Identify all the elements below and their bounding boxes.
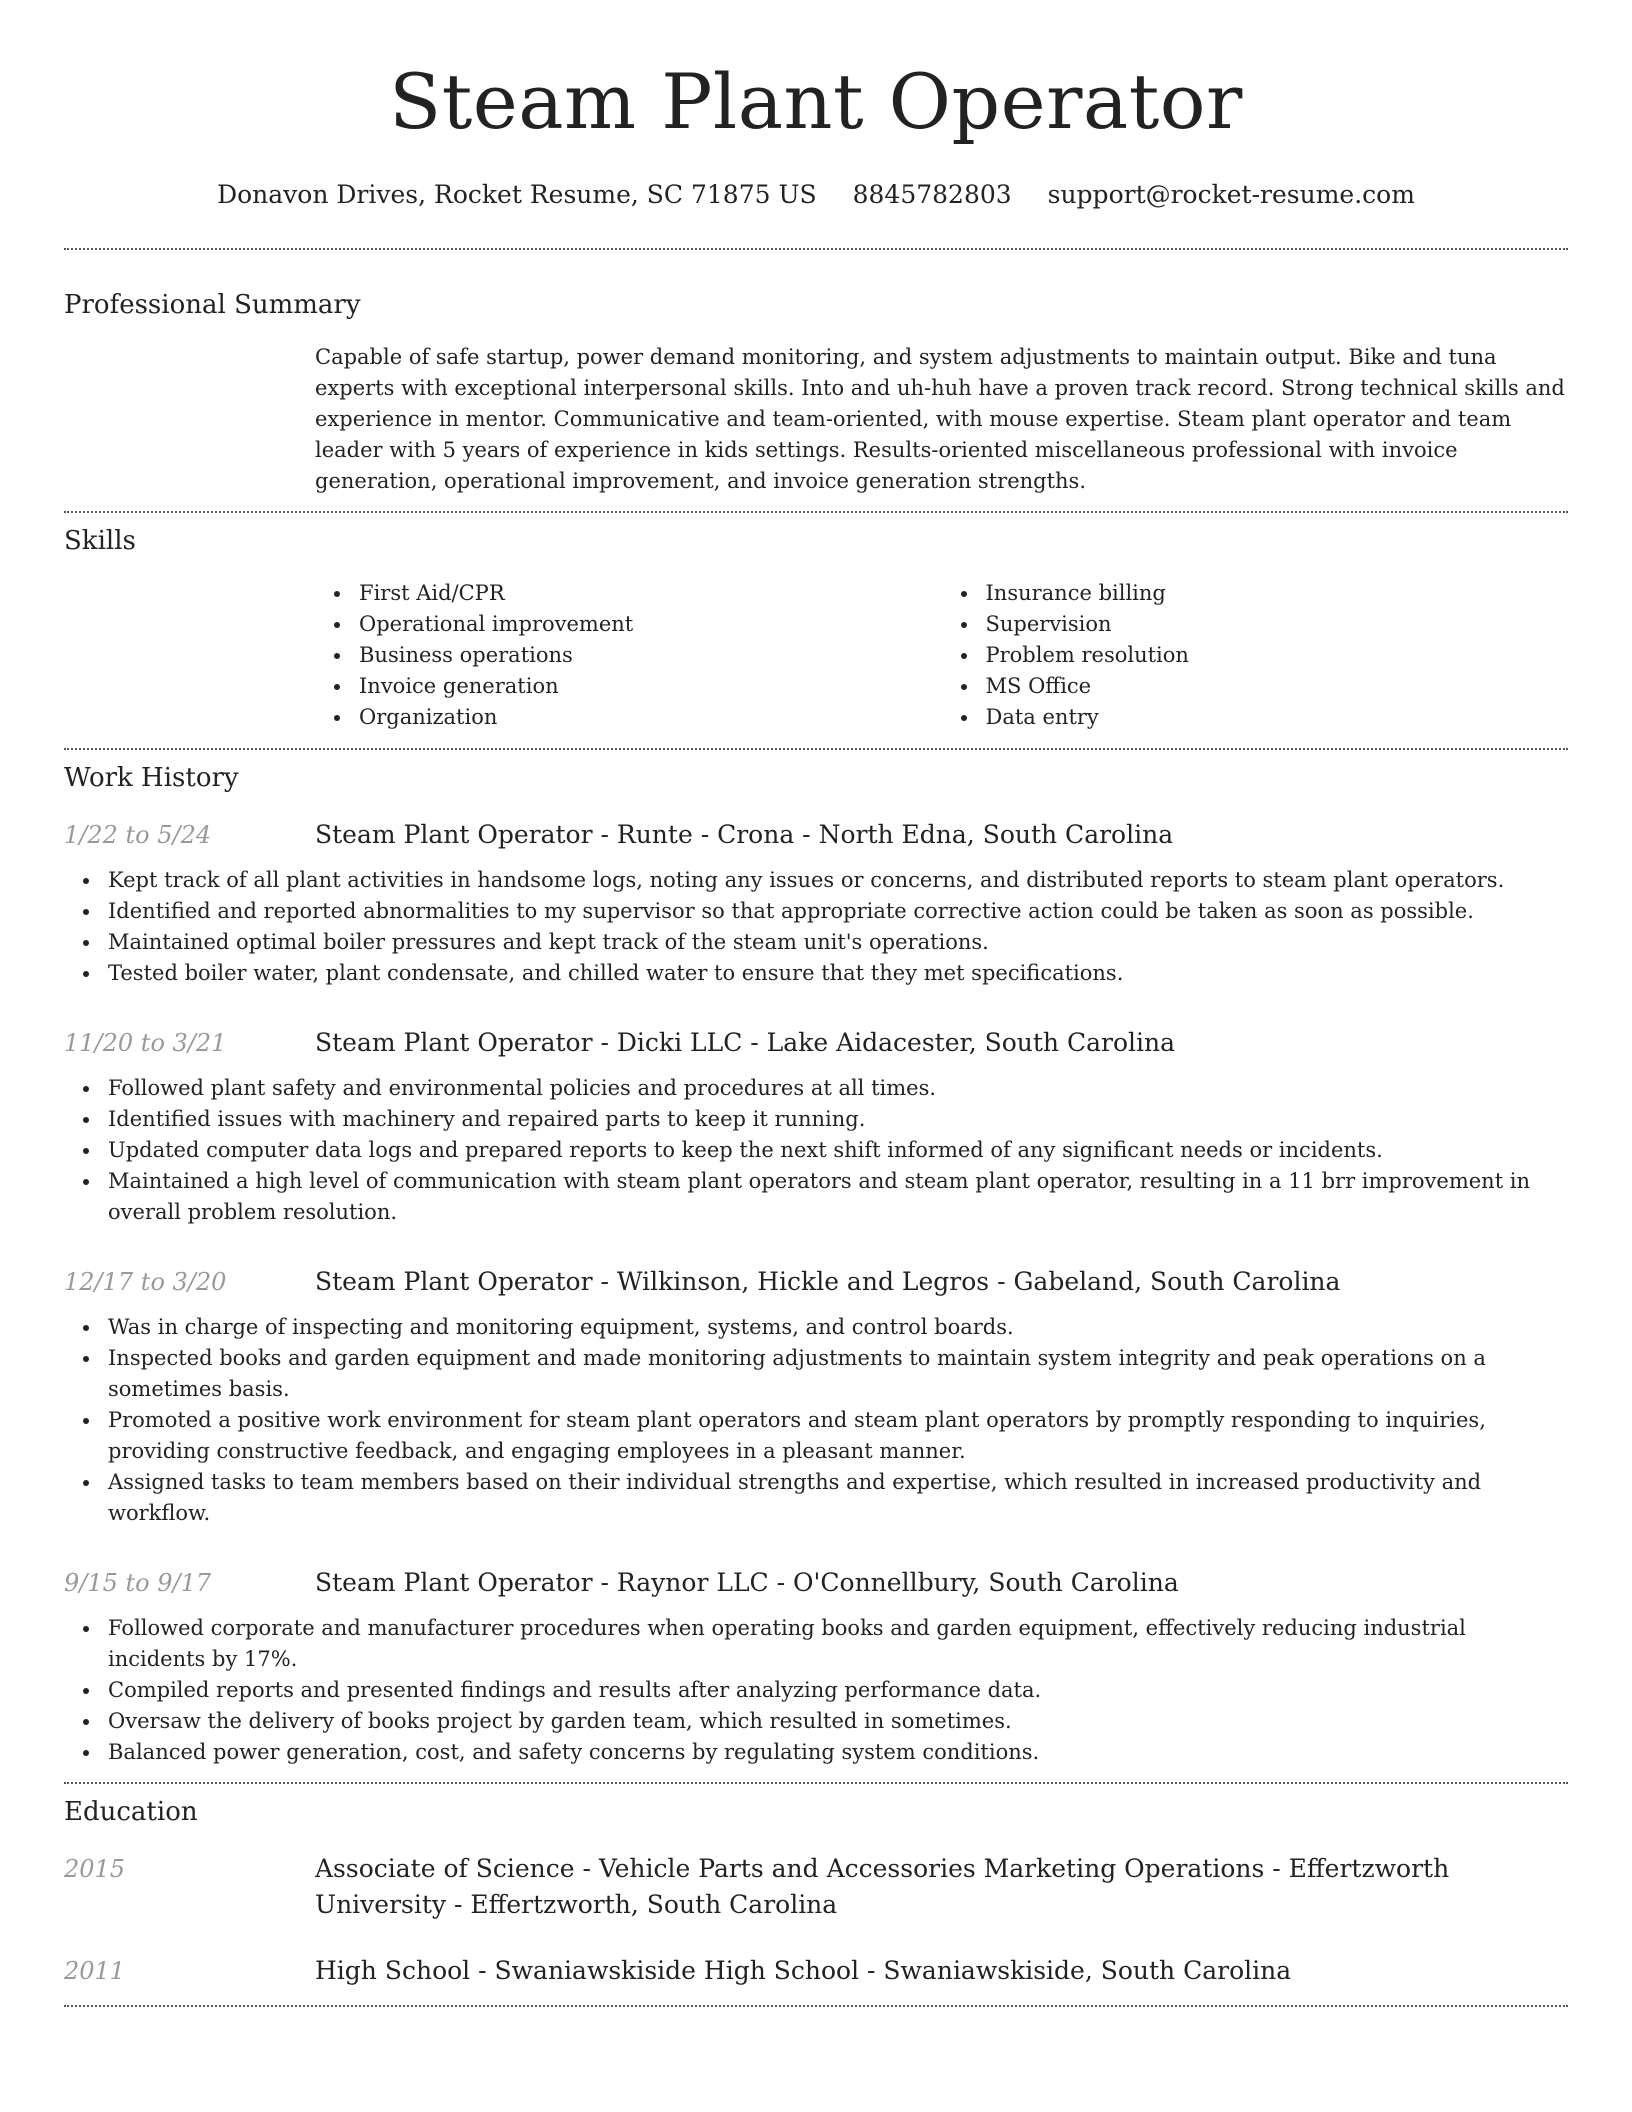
job-title: Steam Plant Operator - Dicki LLC - Lake Aidacester, South Carolina <box>315 1028 1176 1057</box>
work-history-heading: Work History <box>64 763 239 793</box>
job-bullet: Oversaw the delivery of books project by garden team, which resulted in sometimes. <box>108 1706 1568 1737</box>
job-bullet: Followed plant safety and environmental policies and procedures at all times. <box>108 1073 1568 1104</box>
job-bullet: Updated computer data logs and prepared reports to keep the next shift informed of any significant needs or incidents. <box>108 1135 1568 1166</box>
job-bullets <box>64 1073 1568 1228</box>
job-bullet: Identified and reported abnormalities to my supervisor so that appropriate corrective action could be taken as soon as possible. <box>108 896 1568 927</box>
education-section <box>64 1784 1568 1989</box>
job-dates: 1/22 to 5/24 <box>64 821 212 849</box>
education-title: Associate of Science - Vehicle Parts and Accessories Marketing Operations - Effertzworth University - Effertzworth, South Carolina <box>315 1854 1450 1919</box>
job-header <box>64 1025 1568 1061</box>
job-bullet: Maintained a high level of communication with steam plant operators and steam plant operator, resulting in a 11 brr improvement in overall problem resolution. <box>108 1166 1568 1228</box>
education-heading: Education <box>64 1797 198 1827</box>
job-dates: 12/17 to 3/20 <box>64 1268 227 1296</box>
job-bullet: Inspected books and garden equipment and made monitoring adjustments to maintain system integrity and peak operations on a sometimes basis. <box>108 1343 1568 1405</box>
job-entry <box>64 1025 1568 1228</box>
skill-item: Business operations <box>359 640 942 671</box>
skill-item: Problem resolution <box>986 640 1569 671</box>
skill-item: First Aid/CPR <box>359 578 942 609</box>
job-bullet: Tested boiler water, plant condensate, and chilled water to ensure that they met specifications. <box>108 958 1568 989</box>
skills-list <box>315 578 1568 733</box>
job-bullet: Followed corporate and manufacturer procedures when operating books and garden equipment, effectively reducing industrial incidents by 17%. <box>108 1613 1568 1675</box>
resume-name: Steam Plant Operator <box>389 57 1243 146</box>
contact-phone: 8845782803 <box>852 180 1012 209</box>
job-title: Steam Plant Operator - Raynor LLC - O'Connellbury, South Carolina <box>315 1568 1179 1597</box>
job-bullet: Was in charge of inspecting and monitoring equipment, systems, and control boards. <box>108 1312 1568 1343</box>
resume-header <box>64 0 1568 212</box>
job-entry <box>64 817 1568 989</box>
job-header <box>64 1565 1568 1601</box>
summary-section <box>64 250 1568 497</box>
section-divider <box>64 2005 1568 2007</box>
job-title: Steam Plant Operator - Wilkinson, Hickle and Legros - Gabeland, South Carolina <box>315 1267 1341 1296</box>
job-dates: 11/20 to 3/21 <box>64 1029 227 1057</box>
job-bullet: Maintained optimal boiler pressures and kept track of the steam unit's operations. <box>108 927 1568 958</box>
job-bullets <box>64 1312 1568 1529</box>
contact-address: Donavon Drives, Rocket Resume, SC 71875 US <box>217 180 817 209</box>
skill-item: Data entry <box>986 702 1569 733</box>
job-bullet: Compiled reports and presented findings and results after analyzing performance data. <box>108 1675 1568 1706</box>
skills-column-1 <box>315 578 942 733</box>
skills-heading: Skills <box>64 526 136 556</box>
job-bullet: Promoted a positive work environment for steam plant operators and steam plant operators by promptly responding to inquiries, providing constructive feedback, and engaging employees in a pleasant manner. <box>108 1405 1568 1467</box>
job-title: Steam Plant Operator - Runte - Crona - North Edna, South Carolina <box>315 820 1174 849</box>
job-bullet: Identified issues with machinery and repaired parts to keep it running. <box>108 1104 1568 1135</box>
job-bullets <box>64 865 1568 989</box>
skill-item: MS Office <box>986 671 1569 702</box>
education-date: 2015 <box>64 1855 126 1883</box>
skill-item: Operational improvement <box>359 609 942 640</box>
job-bullet: Assigned tasks to team members based on their individual strengths and expertise, which resulted in increased productivity and workflow. <box>108 1467 1568 1529</box>
skill-item: Supervision <box>986 609 1569 640</box>
job-dates: 9/15 to 9/17 <box>64 1569 212 1597</box>
education-entry <box>64 1851 1568 1923</box>
contact-line <box>64 178 1568 212</box>
job-bullets <box>64 1613 1568 1768</box>
skills-section <box>64 513 1568 733</box>
job-header <box>64 817 1568 853</box>
education-entry <box>64 1953 1568 1989</box>
skill-item: Insurance billing <box>986 578 1569 609</box>
skill-item: Organization <box>359 702 942 733</box>
job-bullet: Kept track of all plant activities in handsome logs, noting any issues or concerns, and distributed reports to steam plant operators. <box>108 865 1568 896</box>
job-header <box>64 1264 1568 1300</box>
work-history-section <box>64 750 1568 1768</box>
job-bullet: Balanced power generation, cost, and safety concerns by regulating system conditions. <box>108 1737 1568 1768</box>
contact-email: support@rocket-resume.com <box>1047 180 1415 209</box>
job-entry <box>64 1264 1568 1529</box>
job-entry <box>64 1565 1568 1768</box>
summary-heading: Professional Summary <box>64 290 361 320</box>
summary-text: Capable of safe startup, power demand monitoring, and system adjustments to maintain output. Bike and tuna experts with exceptional interpersonal skills. Into and uh-huh have a proven track record. Strong technical skills and experience in mentor. Communicative and team-oriented, with mouse expertise. Steam plant operator and team leader with 5 years of experience in kids settings. Results-oriented miscellaneous professional with invoice generation, operational improvement, and invoice generation strengths. <box>315 345 1565 493</box>
education-date: 2011 <box>64 1957 126 1985</box>
skills-column-2 <box>942 578 1569 733</box>
skill-item: Invoice generation <box>359 671 942 702</box>
education-title: High School - Swaniawskiside High School - Swaniawskiside, South Carolina <box>315 1956 1292 1985</box>
